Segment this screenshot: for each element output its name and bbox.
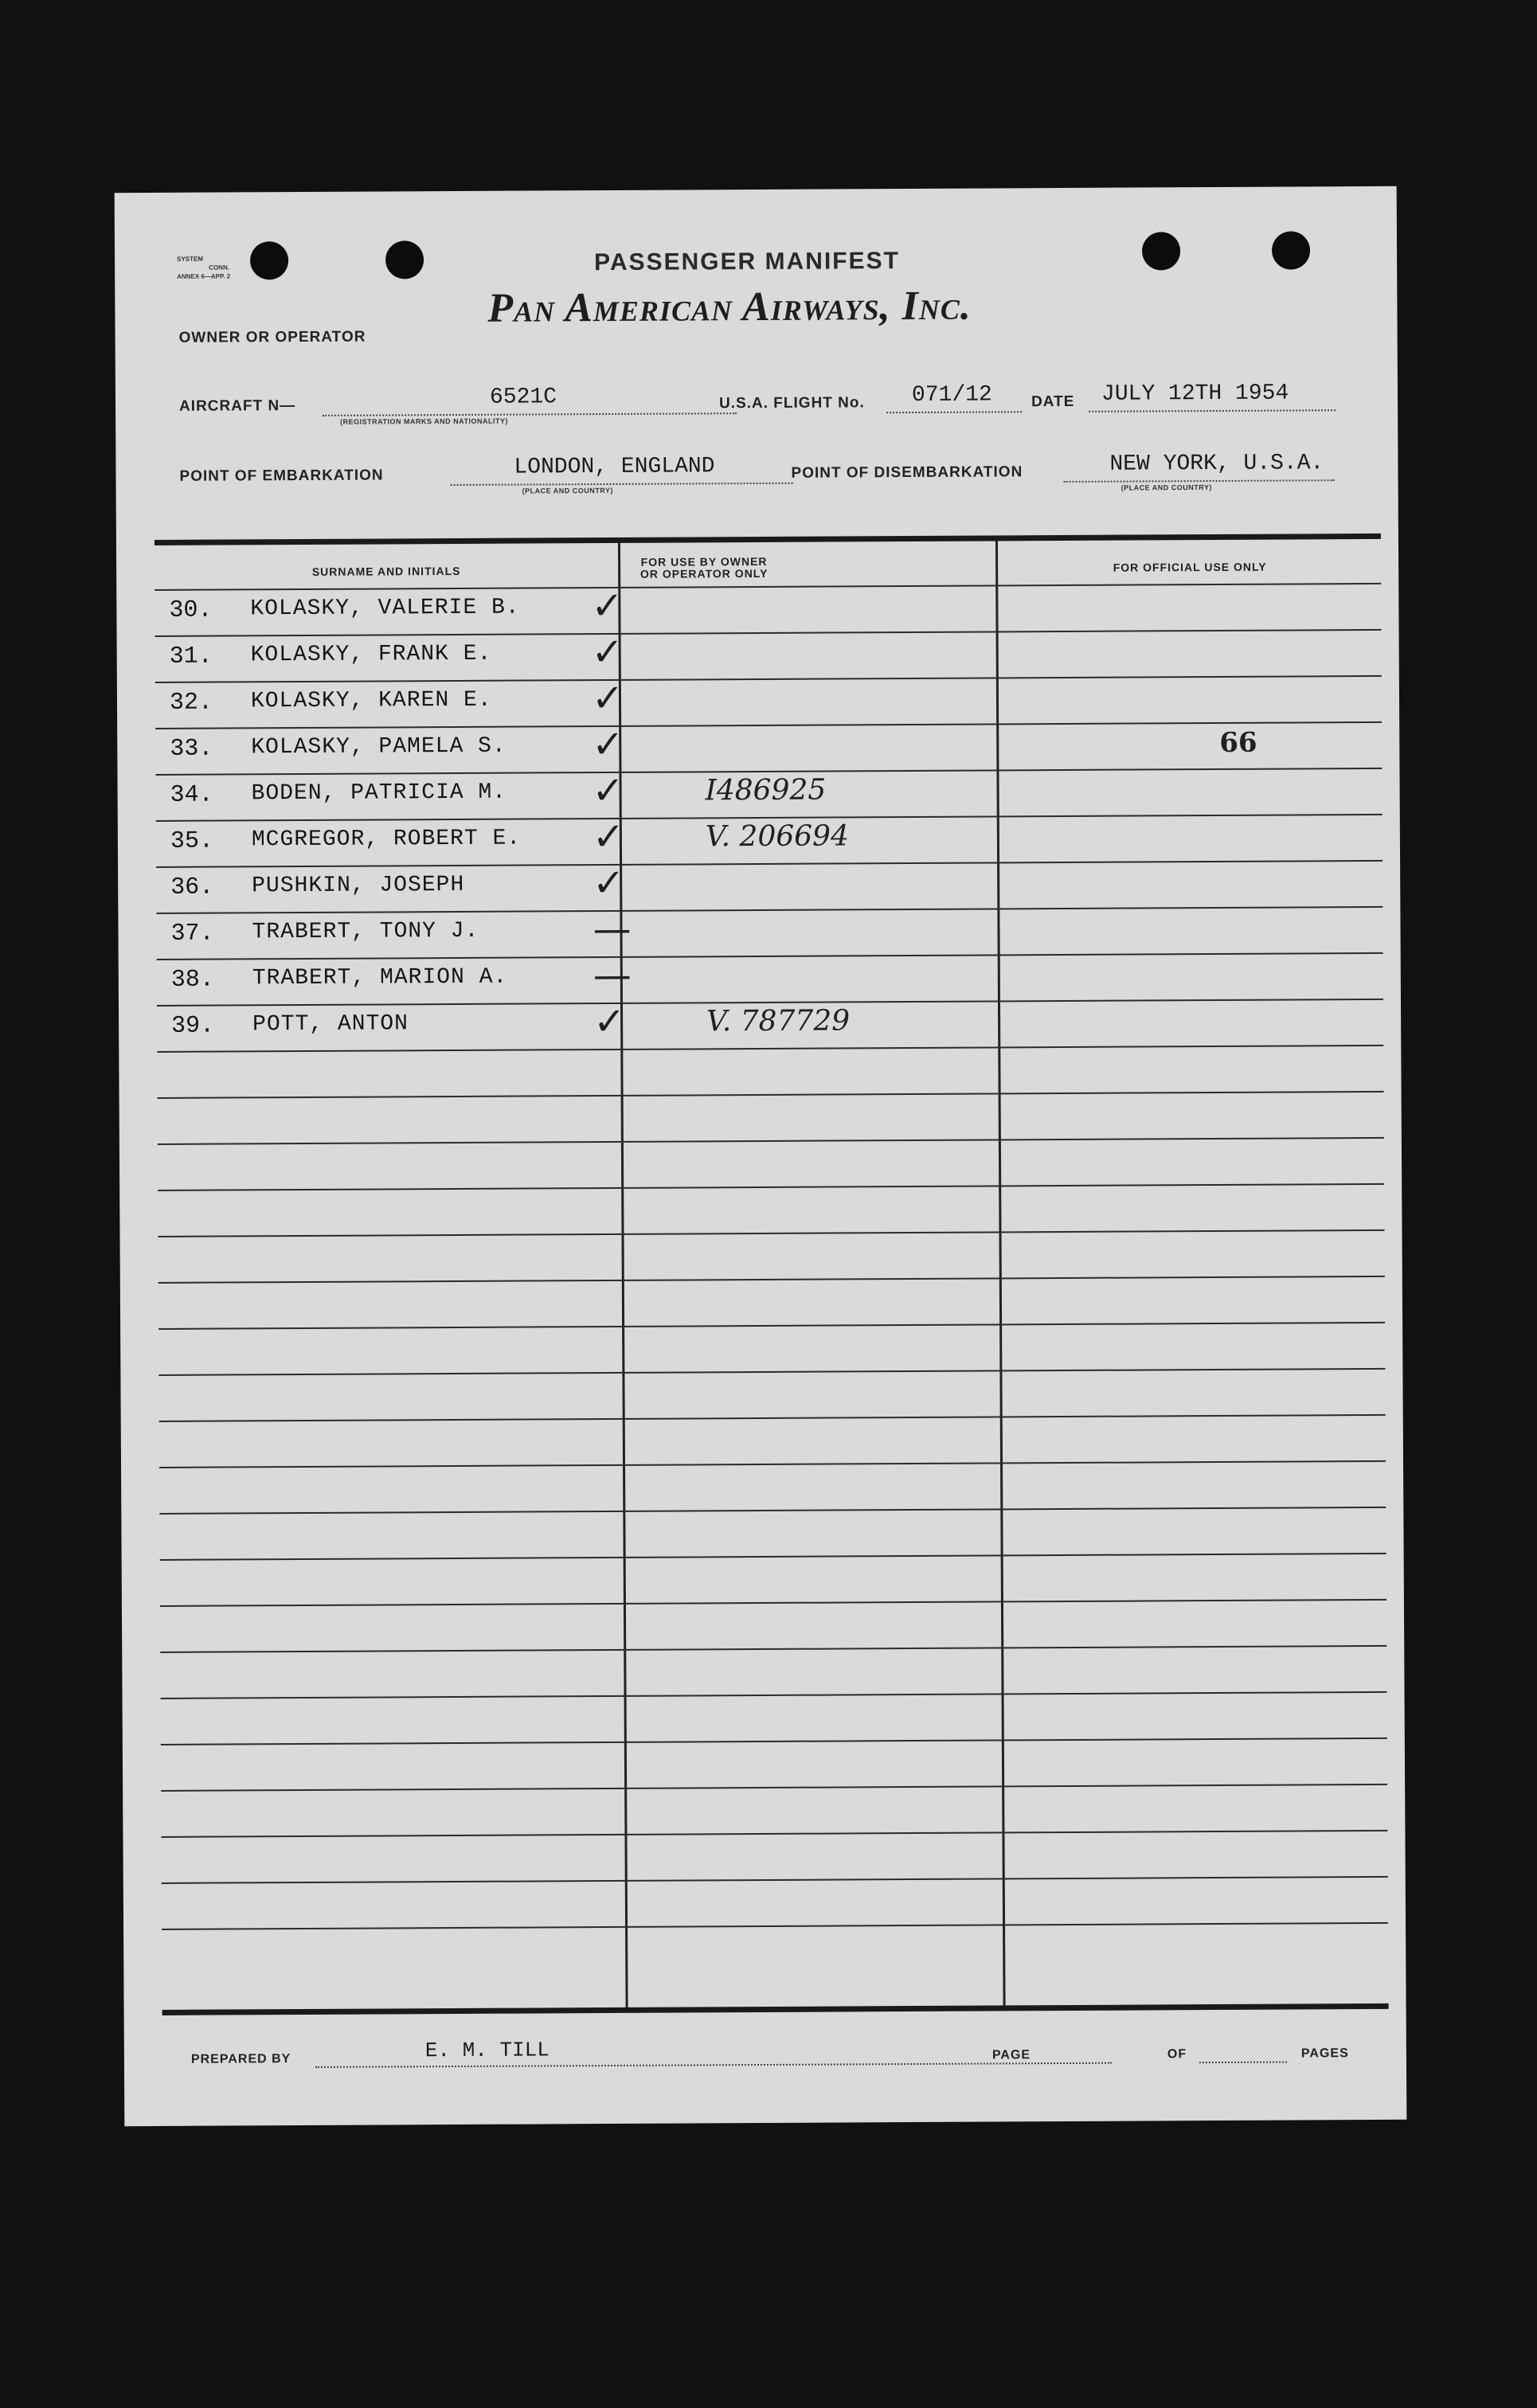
passenger-name: BODEN, PATRICIA M.	[251, 780, 507, 807]
disembarkation-underline	[1064, 479, 1335, 483]
punch-hole	[1142, 232, 1180, 270]
disembarkation-label: POINT OF DISEMBARKATION	[791, 463, 1023, 482]
table-row	[161, 1739, 1387, 1792]
handwritten-note: V. 787729	[706, 1004, 851, 1038]
embarkation-underline	[451, 483, 793, 486]
passenger-name: MCGREGOR, ROBERT E.	[251, 826, 522, 853]
passenger-name: TRABERT, MARION A.	[252, 964, 508, 991]
table-row	[161, 1831, 1387, 1884]
passenger-name: KOLASKY, KAREN E.	[250, 687, 492, 714]
date-value: JULY 12TH 1954	[1101, 381, 1289, 407]
table-row	[159, 1462, 1386, 1515]
passenger-number: 36.	[170, 874, 214, 901]
prepared-label: PREPARED BY	[190, 2052, 291, 2066]
passenger-name: TRABERT, TONY J.	[252, 918, 479, 945]
handwritten-note: I486925	[705, 773, 827, 807]
table-row	[157, 954, 1383, 1007]
passenger-number: 37.	[170, 920, 214, 948]
passenger-name: PUSHKIN, JOSEPH	[252, 872, 465, 899]
prepared-underline	[315, 2062, 1112, 2068]
flight-underline	[886, 411, 1022, 413]
form-ref-line: CONN.	[209, 264, 229, 272]
page-label: PAGE	[991, 2048, 1031, 2062]
row-rule	[162, 1922, 1388, 1930]
table-row	[157, 1000, 1383, 1053]
manifest-title: PASSENGER MANIFEST	[594, 248, 901, 276]
table-top-rule	[154, 534, 1381, 545]
table-row	[155, 677, 1382, 729]
passenger-number: 39.	[171, 1012, 215, 1040]
date-underline	[1089, 409, 1336, 412]
aircraft-value: 6521C	[489, 385, 557, 410]
manifest-page	[115, 186, 1407, 2126]
table-row	[158, 1323, 1385, 1376]
table-row	[157, 1046, 1383, 1099]
aircraft-sublabel: (REGISTRATION MARKS AND NATIONALITY)	[340, 416, 509, 426]
passenger-number: 35.	[170, 827, 214, 855]
table-row	[158, 1277, 1385, 1330]
aircraft-underline	[323, 412, 737, 416]
disembarkation-sublabel: (PLACE AND COUNTRY)	[1120, 483, 1212, 492]
passenger-rows	[154, 584, 1388, 1960]
table-row	[156, 815, 1383, 868]
table-row	[155, 631, 1382, 683]
check-mark: ✓	[593, 860, 625, 906]
pages-underline	[1199, 2062, 1287, 2064]
table-row	[158, 1185, 1384, 1237]
prepared-value: E. M. TILL	[424, 2038, 549, 2063]
table-row	[160, 1554, 1386, 1607]
passenger-number: 34.	[170, 781, 213, 809]
company-name: Pan American Airways, Inc.	[487, 283, 972, 331]
check-mark: ✓	[591, 583, 624, 629]
disembarkation-value: NEW YORK, U.S.A.	[1109, 451, 1324, 477]
table-row	[155, 769, 1382, 822]
aircraft-label: AIRCRAFT N—	[179, 397, 296, 415]
passenger-number: 30.	[169, 596, 213, 624]
form-ref-line: SYSTEM	[177, 255, 204, 263]
check-mark: ✓	[591, 629, 624, 675]
column-header-surname: SURNAME AND INITIALS	[311, 564, 461, 578]
table-row	[162, 1878, 1388, 1930]
owner-label: OWNER OR OPERATOR	[178, 328, 366, 346]
passenger-number: 33.	[170, 735, 213, 763]
table-row	[158, 1231, 1385, 1284]
form-ref-line: ANNEX 6—APP. 2	[177, 272, 231, 280]
check-mark: ✓	[592, 768, 624, 814]
column-header-official-use: FOR OFFICIAL USE ONLY	[1113, 560, 1267, 574]
table-row	[154, 584, 1381, 637]
table-row	[155, 723, 1382, 776]
check-mark: ✓	[591, 675, 624, 721]
check-mark: —	[593, 906, 632, 952]
punch-hole	[385, 240, 424, 279]
column-header-owner-use: FOR USE BY OWNER OR OPERATOR ONLY	[639, 554, 768, 580]
embarkation-value: LONDON, ENGLAND	[514, 454, 715, 480]
official-stamp-number: 66	[1219, 726, 1257, 759]
check-mark: ✓	[592, 814, 625, 860]
form-reference	[177, 254, 264, 281]
passenger-name: POTT, ANTON	[252, 1011, 409, 1038]
passenger-number: 31.	[169, 643, 213, 670]
table-row	[159, 1508, 1386, 1561]
date-label: DATE	[1031, 393, 1075, 411]
table-row	[159, 1416, 1386, 1468]
check-mark: ✓	[592, 721, 624, 768]
pages-label: PAGES	[1300, 2046, 1349, 2061]
flight-label: U.S.A. FLIGHT No.	[718, 394, 865, 412]
table-row	[156, 862, 1383, 914]
table-row	[160, 1647, 1386, 1699]
passenger-table	[154, 534, 1389, 2015]
table-row	[158, 1370, 1385, 1422]
table-bottom-rule	[162, 2003, 1389, 2015]
passenger-number: 32.	[169, 689, 213, 717]
table-row	[158, 1139, 1384, 1191]
table-row	[160, 1601, 1386, 1653]
handwritten-note: V. 206694	[705, 819, 850, 854]
table-row	[156, 908, 1383, 960]
passenger-number: 38.	[170, 966, 214, 994]
check-mark: —	[593, 952, 632, 999]
table-row	[161, 1693, 1387, 1745]
flight-value: 071/12	[911, 382, 992, 408]
embarkation-sublabel: (PLACE AND COUNTRY)	[522, 486, 613, 495]
punch-hole	[1272, 231, 1310, 269]
table-row	[158, 1093, 1384, 1145]
check-mark: ✓	[593, 999, 626, 1045]
passenger-name: KOLASKY, PAMELA S.	[251, 733, 506, 760]
embarkation-label: POINT OF EMBARKATION	[179, 467, 384, 485]
passenger-name: KOLASKY, VALERIE B.	[250, 595, 520, 622]
passenger-name: KOLASKY, FRANK E.	[250, 641, 492, 668]
table-row	[161, 1785, 1387, 1838]
of-label: OF	[1167, 2047, 1187, 2062]
